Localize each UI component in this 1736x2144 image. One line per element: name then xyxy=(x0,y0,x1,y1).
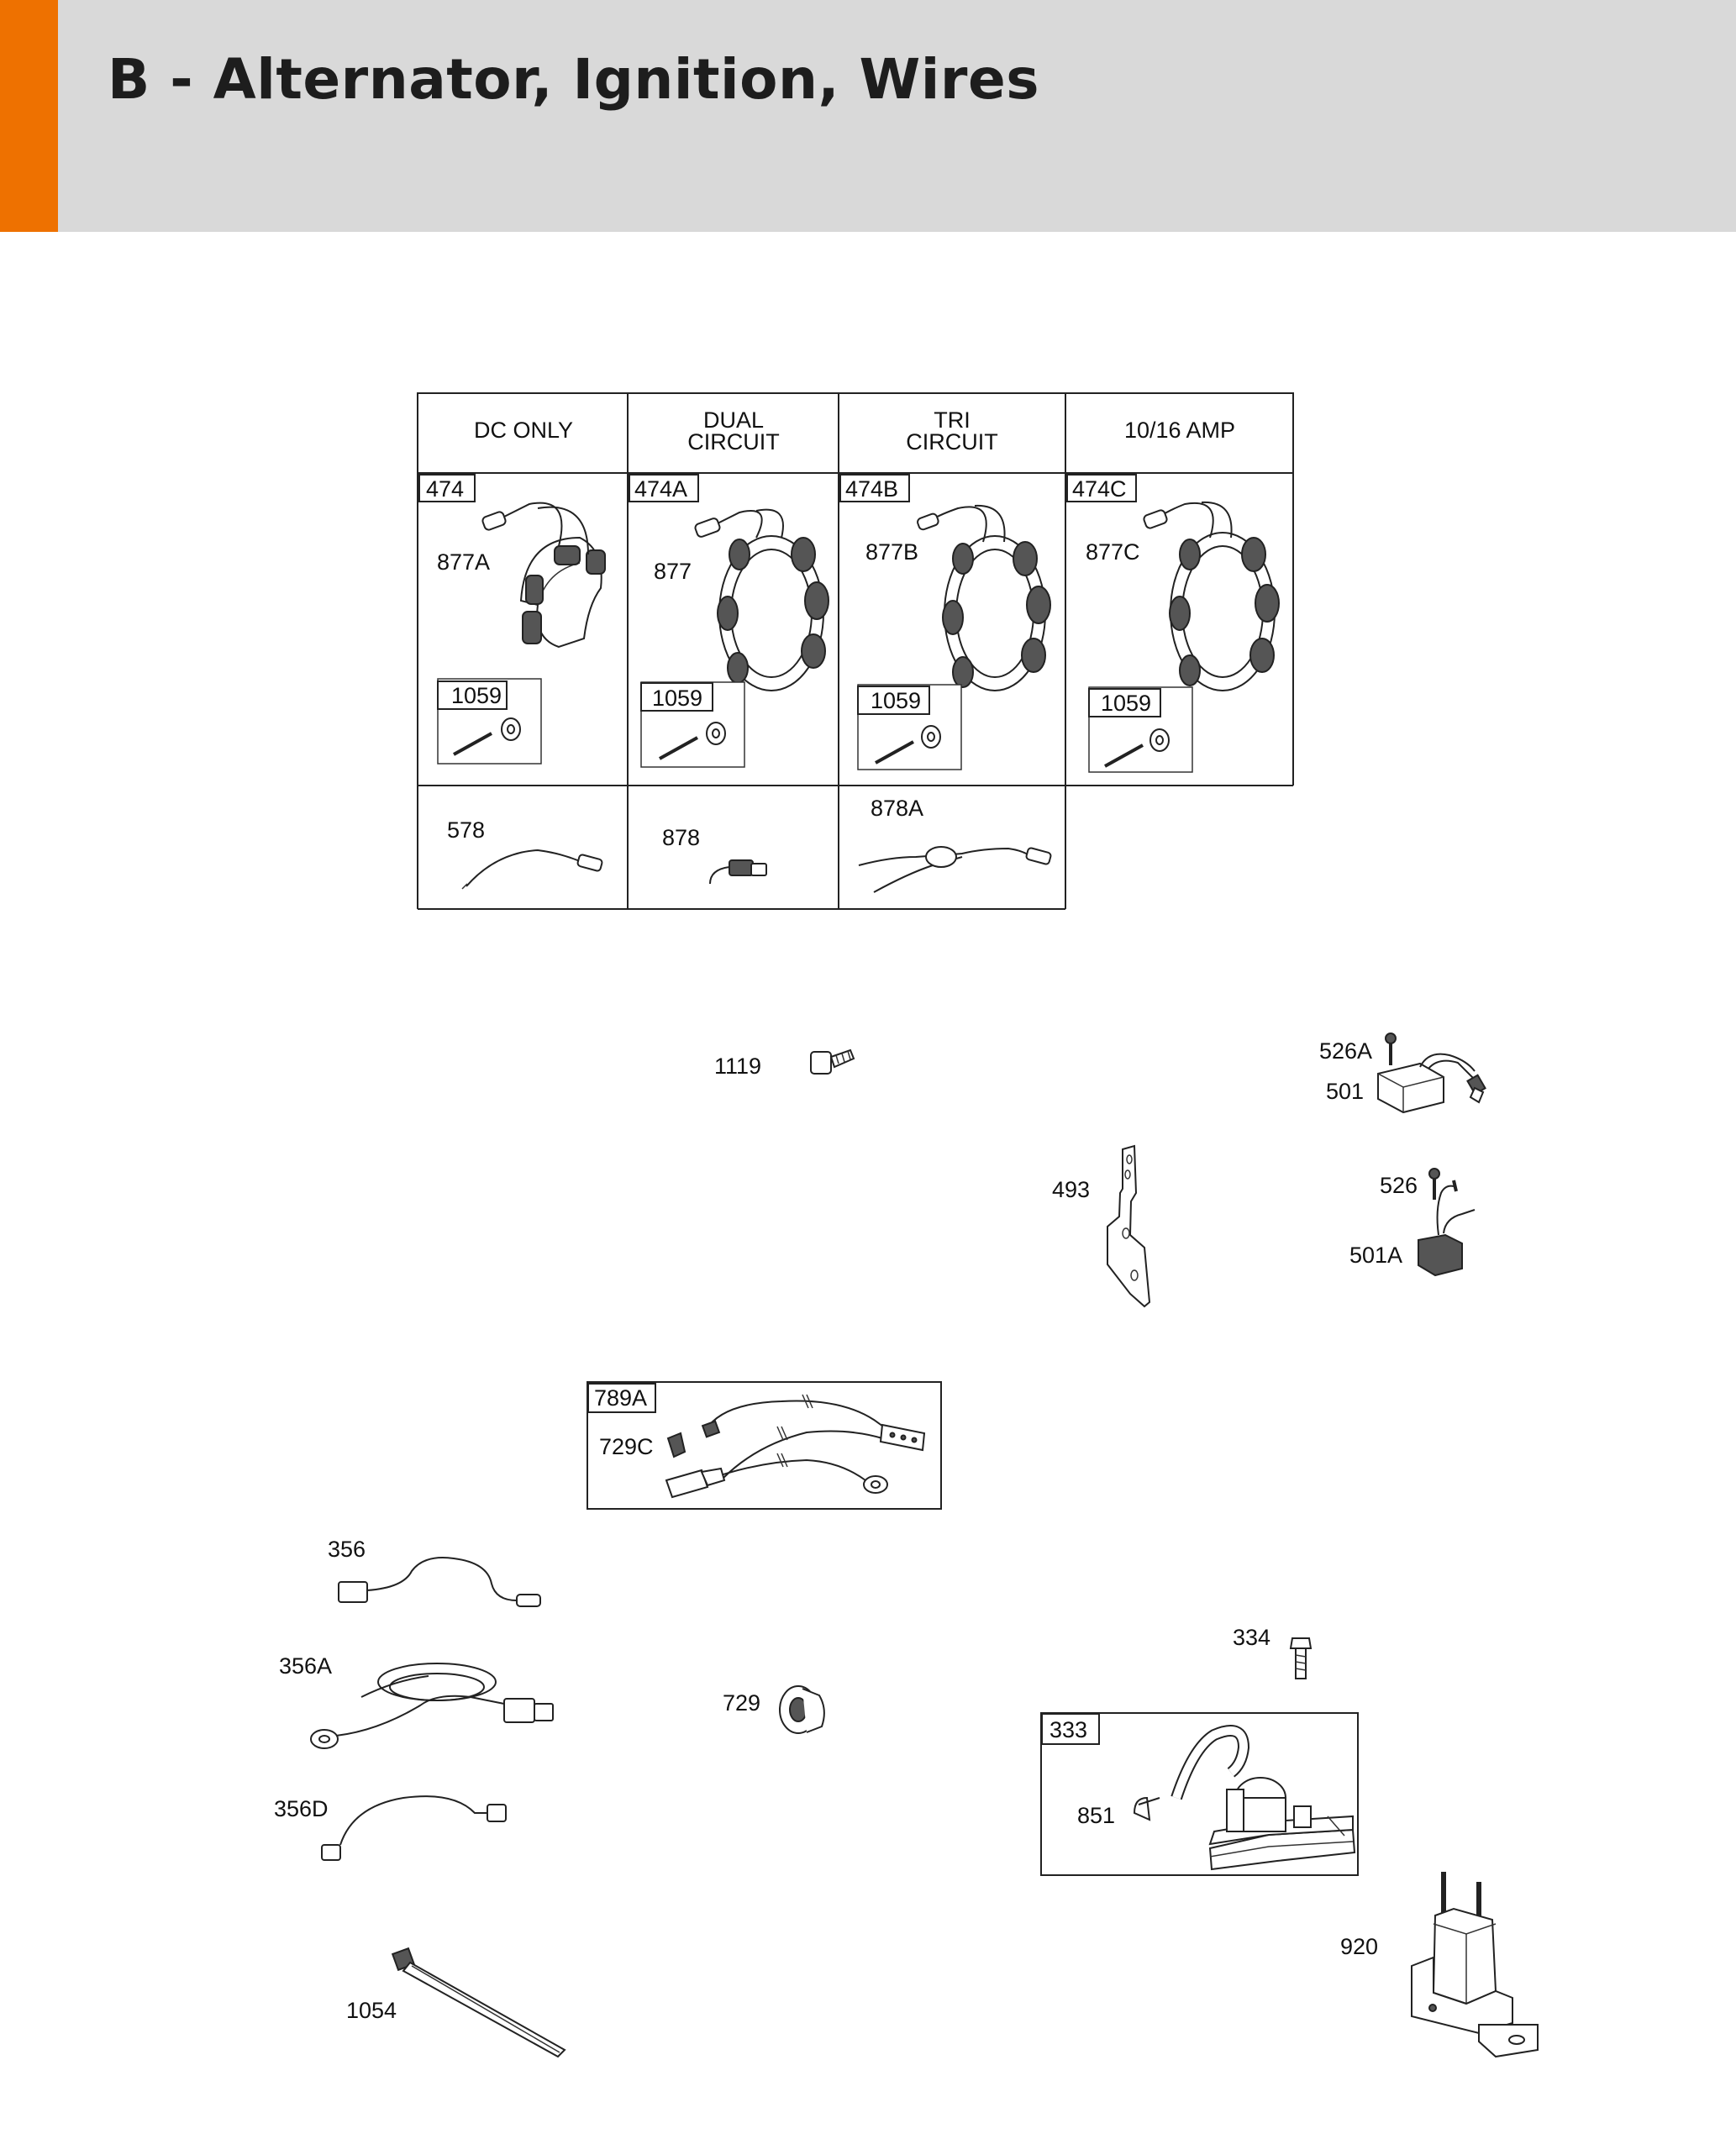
screw-526 xyxy=(1429,1169,1439,1200)
hardware-1059-col4 xyxy=(1089,687,1192,772)
label-501: 501 xyxy=(1326,1079,1365,1104)
label-356d: 356D xyxy=(274,1796,329,1821)
label-333: 333 xyxy=(1049,1717,1088,1742)
label-851: 851 xyxy=(1077,1803,1116,1828)
label-474c: 474C xyxy=(1072,476,1127,502)
regulator-501 xyxy=(1378,1054,1486,1112)
alternator-options-table xyxy=(418,393,1293,909)
header-10-16-amp: 10/16 AMP xyxy=(1123,418,1236,443)
header-dual-line1: DUAL xyxy=(702,407,765,433)
header-dc-only: DC ONLY xyxy=(473,418,574,443)
screw-526a xyxy=(1386,1033,1396,1065)
label-729: 729 xyxy=(723,1690,761,1716)
label-877b: 877B xyxy=(865,539,919,565)
label-526a: 526A xyxy=(1319,1038,1373,1064)
label-474b: 474B xyxy=(845,476,899,502)
header-tri-line1: TRI xyxy=(934,407,971,433)
wire-356 xyxy=(339,1558,540,1606)
label-789a: 789A xyxy=(594,1385,648,1411)
hardware-1059-col3 xyxy=(858,685,961,770)
label-356: 356 xyxy=(328,1537,366,1562)
label-526: 526 xyxy=(1380,1173,1418,1198)
label-493: 493 xyxy=(1052,1177,1091,1202)
wire-578 xyxy=(462,850,602,889)
svg-text:1059: 1059 xyxy=(871,688,922,713)
solenoid-920 xyxy=(1412,1872,1538,2057)
screw-334 xyxy=(1291,1638,1311,1679)
label-474: 474 xyxy=(426,476,465,502)
label-729c: 729C xyxy=(599,1434,654,1459)
label-501a: 501A xyxy=(1349,1243,1403,1268)
bracket-493 xyxy=(1107,1146,1149,1306)
label-877c: 877C xyxy=(1086,539,1140,565)
wire-356d xyxy=(322,1796,506,1860)
label-334: 334 xyxy=(1233,1625,1271,1650)
label-578: 578 xyxy=(447,817,486,843)
header-tri-line2: CIRCUIT xyxy=(906,429,998,455)
bolt-1119 xyxy=(811,1050,854,1074)
label-920: 920 xyxy=(1340,1934,1379,1959)
cable-tie-1054 xyxy=(392,1948,565,2057)
stator-877c xyxy=(1143,502,1279,691)
label-877: 877 xyxy=(654,559,692,584)
stator-partial-877a xyxy=(481,503,605,647)
hardware-1059-col1 xyxy=(438,679,541,764)
label-356a: 356A xyxy=(279,1653,333,1679)
svg-text:1059: 1059 xyxy=(451,683,502,708)
header-dual-line2: CIRCUIT xyxy=(687,429,780,455)
label-1119: 1119 xyxy=(714,1054,762,1079)
rectifier-501a xyxy=(1418,1180,1475,1275)
page-title: B - Alternator, Ignition, Wires xyxy=(108,47,1040,112)
wire-878 xyxy=(710,860,766,884)
label-877a: 877A xyxy=(437,549,491,575)
label-1054: 1054 xyxy=(346,1998,397,2023)
label-878a: 878A xyxy=(871,796,924,821)
grommet-729 xyxy=(780,1686,824,1733)
wire-878a xyxy=(859,847,1051,892)
label-474a: 474A xyxy=(634,476,688,502)
wire-356a xyxy=(311,1663,553,1748)
svg-text:1059: 1059 xyxy=(652,686,703,711)
hardware-1059-col2 xyxy=(641,682,744,767)
stator-877 xyxy=(694,510,829,691)
stator-877b xyxy=(917,506,1050,691)
svg-text:1059: 1059 xyxy=(1101,691,1152,716)
label-878: 878 xyxy=(662,825,701,850)
